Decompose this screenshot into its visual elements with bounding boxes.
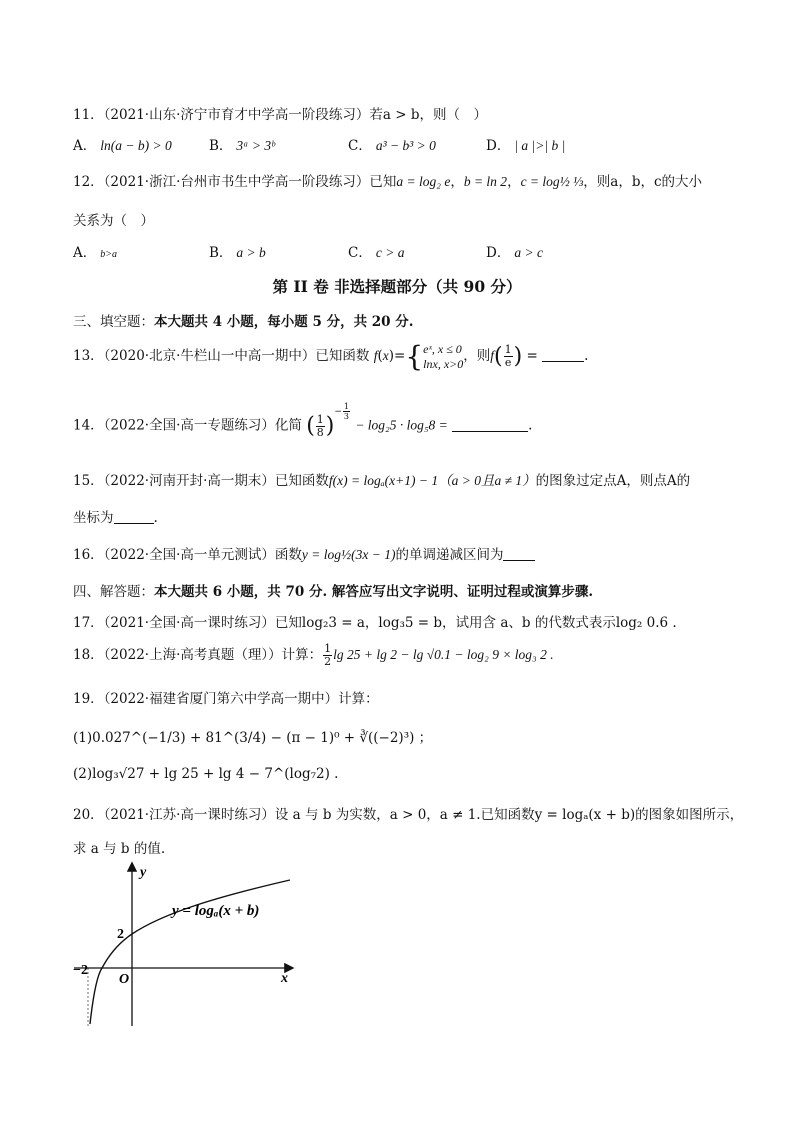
question-source: （2021·江苏·高一课时练习）: [103, 807, 275, 823]
x-tick-label: −2: [73, 963, 88, 978]
question-13: 13．（2020·北京·牛栏山一中高一期中）已知函数 f(x)={eˣ, x ≤ 0 lnx, x>0，则f( $\frac{1}{e}$ ) = .: [73, 340, 589, 373]
math-expression: y = log½(3x − 1): [301, 547, 396, 562]
answer-blank[interactable]: [542, 361, 584, 362]
question-19-part1: (1)0.027^(−1/3) + 81^(3/4) − (π − 1)⁰ + ∛((−2)³) ；: [73, 730, 433, 746]
math-expression: a = log₂ e: [396, 174, 451, 189]
question-number: 14．: [73, 417, 104, 434]
question-number: 15．: [73, 473, 104, 489]
question-19: 19．（2022·福建省厦门第六中学高一期中）计算：: [73, 691, 379, 707]
question-number: 16．: [73, 547, 104, 563]
y-axis-label: y: [140, 865, 147, 880]
question-number: 19．: [73, 691, 104, 707]
option-a[interactable]: A． ln(a − b) > 0: [73, 138, 172, 154]
question-source: （2022·河南开封·高一期末）: [103, 473, 275, 489]
option-b[interactable]: B． 3ᵃ > 3ᵇ: [209, 138, 275, 154]
question-source: （2022·福建省厦门第六中学高一期中）: [103, 691, 339, 707]
math-expression: f(x) = logₐ(x+1) − 1: [328, 473, 439, 488]
question-18: 18．（2022·上海·高考真题（理））计算： $\frac{1}{2}$ lg 25 + lg 2 − lg √0.1 − log₂ 9 × log₃ 2 .: [73, 642, 554, 668]
option-c[interactable]: C． a³ − b³ > 0: [348, 138, 436, 154]
question-11: [73, 103, 487, 123]
option-b[interactable]: B． a > b: [209, 245, 266, 261]
question-16: 16．（2022·全国·高一单元测试）函数y = log½(3x − 1)的单调递减区间为: [73, 543, 535, 563]
question-number: 11．: [73, 107, 104, 123]
option-a[interactable]: A． b>a: [73, 245, 117, 261]
question-source: （2021·浙江·台州市书生中学高一阶段练习）: [103, 174, 370, 190]
question-source: （2021·全国·高一课时练习）: [103, 615, 275, 631]
question-stem: 若a > b，则（ ）: [369, 107, 487, 123]
x-axis-label: x: [281, 971, 288, 986]
section-4-heading: 四、解答题：本大题共 6 小题，共 70 分. 解答应写出文字说明、证明过程或演算步骤.: [73, 584, 594, 600]
y-tick-label: 2: [117, 927, 124, 942]
answer-blank[interactable]: [452, 431, 528, 432]
math-expression: b = ln 2: [463, 174, 508, 189]
curve-label: y = logₐ(x + b): [172, 903, 260, 919]
question-14: 14．（2022·全国·高一专题练习）化简 ( $\frac{1}{8}$ )$^{- \frac{1}{3}}$ − log₂5 · log₅8 = .: [73, 402, 533, 439]
section-3-heading: 三、填空题：本大题共 4 小题，每小题 5 分，共 20 分.: [73, 314, 414, 330]
question-source: （2022·全国·高一专题练习）: [103, 417, 275, 434]
piecewise-function: eˣ, x ≤ 0 lnx, x>0: [423, 341, 464, 371]
question-17: 17．（2021·全国·高一课时练习）已知log₂3 = a，log₃5 = b，试用含 a、b 的代数式表示log₂ 0.6 .: [73, 615, 677, 631]
answer-blank[interactable]: [114, 523, 154, 524]
origin-label: O: [119, 972, 130, 987]
question-number: 18．: [73, 647, 104, 663]
log-curve: [90, 880, 290, 1024]
question-19-part2: (2)log₃√27 + lg 25 + lg 4 − 7^(log₇2) .: [73, 766, 339, 782]
answer-blank[interactable]: [503, 560, 535, 561]
question-12: 12．（2021·浙江·台州市书生中学高一阶段练习）已知a = log₂ e，b = ln 2，c = log½ ⅓，则a，b，c的大小: [73, 174, 703, 190]
math-expression: lg 25 + lg 2 − lg √0.1 − log₂ 9 × log₃ 2 .: [333, 647, 554, 662]
question-number: 12．: [73, 174, 104, 190]
math-expression: c = log½ ⅓: [520, 174, 584, 189]
question-source: （2022·上海·高考真题（理））: [103, 647, 282, 663]
question-12-line2: 关系为（ ）: [73, 213, 154, 229]
question-number: 13．: [73, 348, 104, 364]
option-c[interactable]: C． c > a: [348, 245, 405, 261]
part-2-title: 第 II 卷 非选择题部分（共 90 分）: [272, 277, 522, 296]
option-d[interactable]: D． | a |>| b |: [486, 138, 566, 154]
question-source: （2020·北京·牛栏山一中高一期中）: [103, 348, 316, 364]
question-20-line2: 求 a 与 b 的值.: [73, 841, 166, 857]
question-15-line2: 坐标为 .: [73, 510, 158, 526]
question-source: （2021·山东·济宁市育才中学高一阶段练习）: [103, 107, 370, 123]
question-number: 20．: [73, 807, 104, 823]
option-d[interactable]: D． a > c: [486, 245, 543, 261]
question-20: 20．（2021·江苏·高一课时练习）设 a 与 b 为实数，a > 0，a ≠ 1.已知函数y = logₐ(x + b)的图象如图所示，: [73, 807, 744, 823]
question-number: 17．: [73, 615, 104, 631]
math-expression: − log₂5 · log₅8 =: [355, 417, 448, 433]
log-function-graph: [72, 858, 302, 1030]
question-15: 15．（2022·河南开封·高一期末）已知函数f(x) = logₐ(x+1) − 1（a > 0且a ≠ 1）的图象过定点A，则点A的: [73, 473, 691, 489]
question-source: （2022·全国·高一单元测试）: [103, 547, 275, 563]
